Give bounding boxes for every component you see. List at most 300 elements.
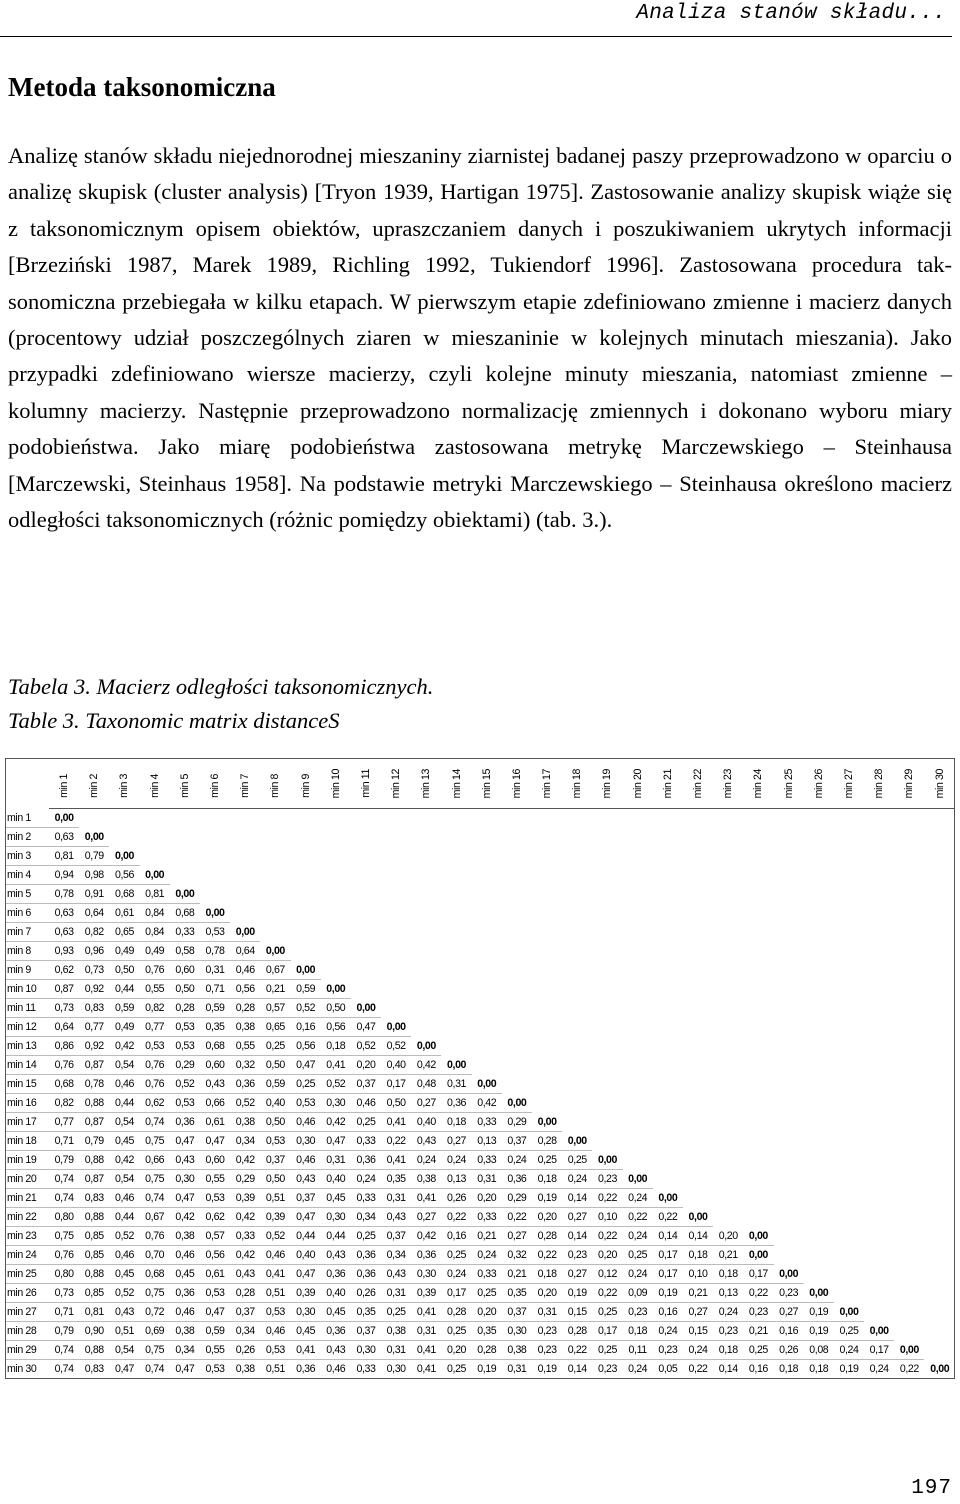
matrix-empty-cell: [683, 1075, 713, 1094]
matrix-empty-cell: [592, 1113, 622, 1132]
matrix-cell: 0,43: [170, 1151, 200, 1170]
matrix-empty-cell: [804, 999, 834, 1018]
matrix-cell: 0,50: [109, 961, 139, 980]
column-header: [834, 758, 864, 809]
matrix-cell: 0,18: [623, 1322, 653, 1341]
matrix-empty-cell: [774, 1056, 804, 1075]
matrix-empty-cell: [924, 1189, 955, 1208]
table-row: [5, 1303, 955, 1322]
matrix-empty-cell: [743, 1056, 773, 1075]
row-header: min 4: [5, 866, 49, 885]
matrix-cell: 0,67: [140, 1208, 170, 1227]
matrix-cell: 0,75: [140, 1341, 170, 1360]
matrix-empty-cell: [774, 885, 804, 904]
matrix-cell: 0,75: [140, 1170, 170, 1189]
matrix-empty-cell: [834, 1037, 864, 1056]
matrix-cell: 0,47: [291, 1208, 321, 1227]
matrix-empty-cell: [894, 847, 924, 866]
matrix-cell: 0,45: [291, 1322, 321, 1341]
row-header: min 30: [5, 1360, 49, 1379]
matrix-cell: 0,76: [49, 1246, 79, 1265]
row-header: min 26: [5, 1284, 49, 1303]
matrix-empty-cell: [351, 885, 381, 904]
matrix-cell: 0,52: [260, 1227, 290, 1246]
matrix-empty-cell: [653, 866, 683, 885]
matrix-cell: 0,74: [140, 1360, 170, 1379]
matrix-cell: 0,85: [79, 1246, 109, 1265]
matrix-cell: 0,18: [683, 1246, 713, 1265]
matrix-empty-cell: [864, 1151, 894, 1170]
matrix-empty-cell: [743, 885, 773, 904]
matrix-empty-cell: [743, 809, 773, 828]
matrix-empty-cell: [532, 942, 562, 961]
matrix-empty-cell: [894, 1189, 924, 1208]
matrix-cell: 0,49: [109, 942, 139, 961]
table-row: [5, 1094, 955, 1113]
matrix-empty-cell: [562, 904, 592, 923]
matrix-empty-cell: [351, 904, 381, 923]
matrix-cell: 0,24: [864, 1360, 894, 1379]
matrix-cell: 0,52: [170, 1075, 200, 1094]
matrix-cell: 0,30: [291, 1303, 321, 1322]
column-header-label: min 7: [239, 774, 252, 798]
matrix-cell: 0,50: [170, 980, 200, 999]
column-header-label: min 15: [480, 768, 493, 798]
matrix-empty-cell: [894, 1151, 924, 1170]
column-header: [804, 758, 834, 809]
matrix-empty-cell: [653, 1170, 683, 1189]
matrix-empty-cell: [562, 923, 592, 942]
matrix-cell: 0,68: [140, 1265, 170, 1284]
column-header: [140, 758, 170, 809]
matrix-diagonal-cell: 0,00: [894, 1341, 924, 1360]
matrix-cell: 0,19: [532, 1189, 562, 1208]
column-header-label: min 14: [450, 768, 463, 798]
matrix-cell: 0,46: [170, 1246, 200, 1265]
matrix-cell: 0,76: [140, 1056, 170, 1075]
matrix-cell: 0,87: [49, 980, 79, 999]
body-paragraph: Analizę stanów składu niejednorodnej mieszaniny ziarnistej badanej paszy przeprowadzono w oparciu o analizę skupisk (cluster analysis) [Tryon 1939, Hartigan 1975]. Zastosowanie analizy skupisk wiąże się z taksonomicznym opisem obiektów, upraszczaniem danych i poszukiwaniem ukrytych informacji [Brzeziński 1987, Marek 1989, Richling 1992, Tukiendorf 1996]. Zastosowana procedura taksonomiczna przebiegała w kilku etapach. W pierwszym etapie zdefiniowano zmienne i macierz danych (procentowy udział poszczególnych ziaren w mieszaninie w kolejnych minutach mieszania). Jako przypadki zdefiniowano wiersze macierzy, czyli kolejne minuty mieszania, natomiast zmienne – kolumny macierzy. Następnie przeprowadzono normalizację zmiennych i dokonano wyboru miary podobieństwa. Jako miarę podobieństwa zastosowana metrykę Marczewskiego – Steinhausa [Marczewski, Steinhaus 1958]. Na podstawie metryki Marczewskiego – Steinhausa określono macierz odległości taksonomicznych (różnic pomiędzy obiektami) (tab. 3.).: [8, 143, 952, 533]
matrix-empty-cell: [834, 1189, 864, 1208]
matrix-cell: 0,77: [49, 1113, 79, 1132]
matrix-cell: 0,35: [351, 1303, 381, 1322]
matrix-empty-cell: [411, 923, 441, 942]
matrix-cell: 0,37: [260, 1151, 290, 1170]
matrix-empty-cell: [713, 847, 743, 866]
matrix-cell: 0,53: [200, 1284, 230, 1303]
matrix-cell: 0,53: [200, 923, 230, 942]
matrix-cell: 0,22: [592, 1189, 622, 1208]
matrix-cell: 0,72: [140, 1303, 170, 1322]
matrix-empty-cell: [472, 847, 502, 866]
matrix-empty-cell: [562, 1056, 592, 1075]
matrix-empty-cell: [834, 1208, 864, 1227]
matrix-cell: 0,56: [200, 1246, 230, 1265]
matrix-empty-cell: [774, 809, 804, 828]
matrix-cell: 0,20: [713, 1227, 743, 1246]
column-header-label: min 28: [873, 768, 886, 798]
matrix-empty-cell: [743, 980, 773, 999]
matrix-cell: 0,87: [79, 1170, 109, 1189]
table-row: [5, 1227, 955, 1246]
matrix-cell: 0,51: [260, 1189, 290, 1208]
table-row: [5, 1056, 955, 1075]
matrix-diagonal-cell: 0,00: [924, 1360, 955, 1379]
matrix-diagonal-cell: 0,00: [502, 1094, 532, 1113]
matrix-cell: 0,41: [291, 1341, 321, 1360]
matrix-cell: 0,23: [774, 1284, 804, 1303]
matrix-empty-cell: [562, 885, 592, 904]
matrix-cell: 0,28: [472, 1341, 502, 1360]
matrix-empty-cell: [472, 923, 502, 942]
matrix-cell: 0,22: [441, 1208, 471, 1227]
matrix-cell: 0,42: [109, 1151, 139, 1170]
matrix-cell: 0,62: [140, 1094, 170, 1113]
matrix-cell: 0,47: [351, 1018, 381, 1037]
matrix-empty-cell: [924, 942, 955, 961]
matrix-cell: 0,78: [49, 885, 79, 904]
row-header: min 27: [5, 1303, 49, 1322]
matrix-empty-cell: [532, 847, 562, 866]
matrix-cell: 0,24: [623, 1360, 653, 1379]
matrix-empty-cell: [592, 942, 622, 961]
matrix-cell: 0,46: [109, 1246, 139, 1265]
column-header: [683, 758, 713, 809]
matrix-cell: 0,23: [653, 1341, 683, 1360]
matrix-empty-cell: [291, 809, 321, 828]
matrix-cell: 0,98: [79, 866, 109, 885]
matrix-empty-cell: [472, 809, 502, 828]
matrix-empty-cell: [924, 961, 955, 980]
matrix-empty-cell: [864, 1132, 894, 1151]
matrix-cell: 0,08: [804, 1341, 834, 1360]
row-header: min 23: [5, 1227, 49, 1246]
row-header: min 19: [5, 1151, 49, 1170]
matrix-cell: 0,43: [321, 1246, 351, 1265]
matrix-cell: 0,20: [472, 1303, 502, 1322]
matrix-diagonal-cell: 0,00: [170, 885, 200, 904]
matrix-empty-cell: [592, 1037, 622, 1056]
matrix-cell: 0,71: [49, 1132, 79, 1151]
matrix-cell: 0,54: [109, 1113, 139, 1132]
column-header-label: min 24: [752, 768, 765, 798]
matrix-empty-cell: [774, 1170, 804, 1189]
matrix-empty-cell: [562, 1018, 592, 1037]
matrix-empty-cell: [532, 1037, 562, 1056]
matrix-empty-cell: [230, 904, 260, 923]
matrix-diagonal-cell: 0,00: [562, 1132, 592, 1151]
matrix-cell: 0,18: [532, 1170, 562, 1189]
row-header: min 9: [5, 961, 49, 980]
column-header-label: min 3: [118, 774, 131, 798]
row-header: min 6: [5, 904, 49, 923]
matrix-empty-cell: [804, 1037, 834, 1056]
distance-matrix-table: [5, 758, 955, 1379]
matrix-empty-cell: [743, 1170, 773, 1189]
matrix-empty-cell: [924, 923, 955, 942]
matrix-cell: 0,36: [441, 1094, 471, 1113]
matrix-cell: 0,42: [230, 1151, 260, 1170]
matrix-cell: 0,61: [200, 1265, 230, 1284]
matrix-cell: 0,37: [291, 1189, 321, 1208]
matrix-empty-cell: [140, 828, 170, 847]
row-header: min 8: [5, 942, 49, 961]
matrix-cell: 0,33: [351, 1360, 381, 1379]
matrix-cell: 0,76: [140, 961, 170, 980]
matrix-cell: 0,30: [291, 1132, 321, 1151]
matrix-empty-cell: [411, 809, 441, 828]
matrix-cell: 0,28: [441, 1303, 471, 1322]
column-header: [49, 758, 79, 809]
matrix-cell: 0,66: [200, 1094, 230, 1113]
matrix-empty-cell: [502, 1018, 532, 1037]
matrix-cell: 0,39: [411, 1284, 441, 1303]
matrix-cell: 0,82: [79, 923, 109, 942]
matrix-cell: 0,37: [351, 1322, 381, 1341]
matrix-cell: 0,45: [321, 1189, 351, 1208]
table-row: [5, 1341, 955, 1360]
matrix-cell: 0,25: [623, 1246, 653, 1265]
matrix-cell: 0,85: [79, 1284, 109, 1303]
matrix-empty-cell: [894, 809, 924, 828]
matrix-empty-cell: [623, 942, 653, 961]
matrix-empty-cell: [321, 961, 351, 980]
matrix-empty-cell: [804, 1018, 834, 1037]
matrix-cell: 0,40: [411, 1113, 441, 1132]
matrix-empty-cell: [653, 828, 683, 847]
matrix-empty-cell: [774, 1113, 804, 1132]
matrix-empty-cell: [834, 904, 864, 923]
matrix-empty-cell: [864, 1094, 894, 1113]
matrix-cell: 0,36: [321, 1322, 351, 1341]
matrix-cell: 0,37: [351, 1075, 381, 1094]
column-header: [623, 758, 653, 809]
column-header-label: min 6: [209, 774, 222, 798]
matrix-empty-cell: [230, 847, 260, 866]
matrix-cell: 0,41: [411, 1189, 441, 1208]
running-header: [0, 0, 952, 37]
column-header: [653, 758, 683, 809]
matrix-empty-cell: [472, 904, 502, 923]
matrix-cell: 0,56: [291, 1037, 321, 1056]
matrix-cell: 0,43: [109, 1303, 139, 1322]
matrix-cell: 0,79: [49, 1322, 79, 1341]
matrix-empty-cell: [653, 980, 683, 999]
matrix-empty-cell: [804, 1151, 834, 1170]
matrix-cell: 0,78: [79, 1075, 109, 1094]
matrix-cell: 0,36: [351, 1246, 381, 1265]
matrix-cell: 0,18: [321, 1037, 351, 1056]
matrix-cell: 0,85: [79, 1227, 109, 1246]
column-header-label: min 20: [631, 768, 644, 798]
matrix-empty-cell: [351, 980, 381, 999]
matrix-empty-cell: [441, 980, 471, 999]
matrix-cell: 0,26: [230, 1341, 260, 1360]
matrix-cell: 0,25: [441, 1360, 471, 1379]
matrix-empty-cell: [834, 1170, 864, 1189]
matrix-empty-cell: [894, 1170, 924, 1189]
matrix-empty-cell: [924, 904, 955, 923]
matrix-empty-cell: [260, 847, 290, 866]
matrix-cell: 0,43: [381, 1208, 411, 1227]
column-header: [291, 758, 321, 809]
matrix-empty-cell: [864, 1113, 894, 1132]
matrix-cell: 0,79: [49, 1151, 79, 1170]
matrix-empty-cell: [230, 809, 260, 828]
table-row: [5, 1151, 955, 1170]
table-row: [5, 1189, 955, 1208]
matrix-empty-cell: [683, 1151, 713, 1170]
column-header-label: min 4: [148, 774, 161, 798]
table-row: [5, 942, 955, 961]
matrix-empty-cell: [864, 1056, 894, 1075]
table-row: [5, 1246, 955, 1265]
matrix-cell: 0,74: [140, 1189, 170, 1208]
matrix-empty-cell: [230, 828, 260, 847]
matrix-empty-cell: [924, 1208, 955, 1227]
matrix-empty-cell: [804, 1170, 834, 1189]
matrix-empty-cell: [924, 1037, 955, 1056]
matrix-cell: 0,42: [230, 1246, 260, 1265]
matrix-cell: 0,27: [562, 1265, 592, 1284]
matrix-cell: 0,61: [200, 1113, 230, 1132]
matrix-cell: 0,74: [140, 1113, 170, 1132]
matrix-cell: 0,59: [200, 999, 230, 1018]
matrix-cell: 0,88: [79, 1208, 109, 1227]
matrix-empty-cell: [592, 1094, 622, 1113]
matrix-empty-cell: [774, 866, 804, 885]
matrix-empty-cell: [804, 942, 834, 961]
matrix-cell: 0,23: [532, 1341, 562, 1360]
matrix-cell: 0,31: [321, 1151, 351, 1170]
column-header-label: min 9: [299, 774, 312, 798]
matrix-cell: 0,60: [200, 1056, 230, 1075]
matrix-cell: 0,41: [411, 1341, 441, 1360]
matrix-empty-cell: [321, 885, 351, 904]
matrix-cell: 0,15: [562, 1303, 592, 1322]
matrix-empty-cell: [472, 980, 502, 999]
matrix-cell: 0,56: [109, 866, 139, 885]
matrix-empty-cell: [713, 1189, 743, 1208]
column-header: [743, 758, 773, 809]
column-header: [924, 758, 955, 809]
table-row: [5, 866, 955, 885]
matrix-empty-cell: [109, 809, 139, 828]
matrix-empty-cell: [260, 923, 290, 942]
matrix-empty-cell: [351, 866, 381, 885]
matrix-empty-cell: [774, 923, 804, 942]
matrix-empty-cell: [683, 828, 713, 847]
matrix-cell: 0,47: [321, 1132, 351, 1151]
row-header: min 11: [5, 999, 49, 1018]
matrix-empty-cell: [411, 828, 441, 847]
matrix-empty-cell: [834, 1227, 864, 1246]
matrix-cell: 0,51: [109, 1322, 139, 1341]
matrix-empty-cell: [894, 1303, 924, 1322]
matrix-cell: 0,27: [441, 1132, 471, 1151]
matrix-empty-cell: [502, 904, 532, 923]
matrix-cell: 0,52: [230, 1094, 260, 1113]
matrix-empty-cell: [804, 809, 834, 828]
matrix-cell: 0,50: [321, 999, 351, 1018]
matrix-cell: 0,37: [502, 1132, 532, 1151]
matrix-cell: 0,42: [321, 1113, 351, 1132]
matrix-empty-cell: [924, 1322, 955, 1341]
matrix-cell: 0,36: [502, 1170, 532, 1189]
matrix-empty-cell: [623, 1151, 653, 1170]
matrix-empty-cell: [924, 885, 955, 904]
matrix-cell: 0,60: [200, 1151, 230, 1170]
matrix-empty-cell: [864, 980, 894, 999]
matrix-empty-cell: [623, 885, 653, 904]
matrix-cell: 0,25: [834, 1322, 864, 1341]
matrix-empty-cell: [924, 1094, 955, 1113]
matrix-empty-cell: [774, 1208, 804, 1227]
matrix-cell: 0,05: [653, 1360, 683, 1379]
matrix-cell: 0,58: [170, 942, 200, 961]
matrix-empty-cell: [924, 980, 955, 999]
matrix-cell: 0,91: [79, 885, 109, 904]
matrix-cell: 0,33: [351, 1132, 381, 1151]
matrix-empty-cell: [200, 809, 230, 828]
matrix-cell: 0,46: [291, 1151, 321, 1170]
matrix-diagonal-cell: 0,00: [411, 1037, 441, 1056]
matrix-empty-cell: [623, 923, 653, 942]
matrix-cell: 0,66: [140, 1151, 170, 1170]
matrix-empty-cell: [804, 980, 834, 999]
matrix-empty-cell: [200, 885, 230, 904]
matrix-empty-cell: [109, 828, 139, 847]
matrix-cell: 0,34: [170, 1341, 200, 1360]
matrix-empty-cell: [381, 942, 411, 961]
matrix-empty-cell: [924, 1056, 955, 1075]
matrix-cell: 0,20: [351, 1056, 381, 1075]
matrix-cell: 0,38: [502, 1341, 532, 1360]
matrix-empty-cell: [351, 961, 381, 980]
matrix-empty-cell: [774, 1018, 804, 1037]
column-header-label: min 23: [722, 768, 735, 798]
matrix-empty-cell: [894, 923, 924, 942]
matrix-cell: 0,45: [321, 1303, 351, 1322]
matrix-empty-cell: [532, 999, 562, 1018]
matrix-cell: 0,42: [472, 1094, 502, 1113]
matrix-empty-cell: [532, 866, 562, 885]
matrix-cell: 0,88: [79, 1265, 109, 1284]
matrix-empty-cell: [472, 961, 502, 980]
matrix-cell: 0,14: [653, 1227, 683, 1246]
matrix-diagonal-cell: 0,00: [653, 1189, 683, 1208]
matrix-cell: 0,73: [49, 1284, 79, 1303]
matrix-cell: 0,24: [653, 1322, 683, 1341]
matrix-empty-cell: [774, 1094, 804, 1113]
matrix-empty-cell: [653, 999, 683, 1018]
row-header: min 21: [5, 1189, 49, 1208]
row-header: min 10: [5, 980, 49, 999]
matrix-empty-cell: [774, 942, 804, 961]
matrix-empty-cell: [683, 904, 713, 923]
matrix-empty-cell: [441, 866, 471, 885]
table-row: [5, 1284, 955, 1303]
matrix-cell: 0,43: [200, 1075, 230, 1094]
table-caption-en: Table 3. Taxonomic matrix distanceS: [8, 708, 340, 733]
table-row: [5, 1113, 955, 1132]
matrix-cell: 0,46: [351, 1094, 381, 1113]
matrix-empty-cell: [683, 923, 713, 942]
matrix-empty-cell: [804, 885, 834, 904]
matrix-empty-cell: [592, 1018, 622, 1037]
matrix-empty-cell: [683, 885, 713, 904]
matrix-cell: 0,25: [381, 1303, 411, 1322]
